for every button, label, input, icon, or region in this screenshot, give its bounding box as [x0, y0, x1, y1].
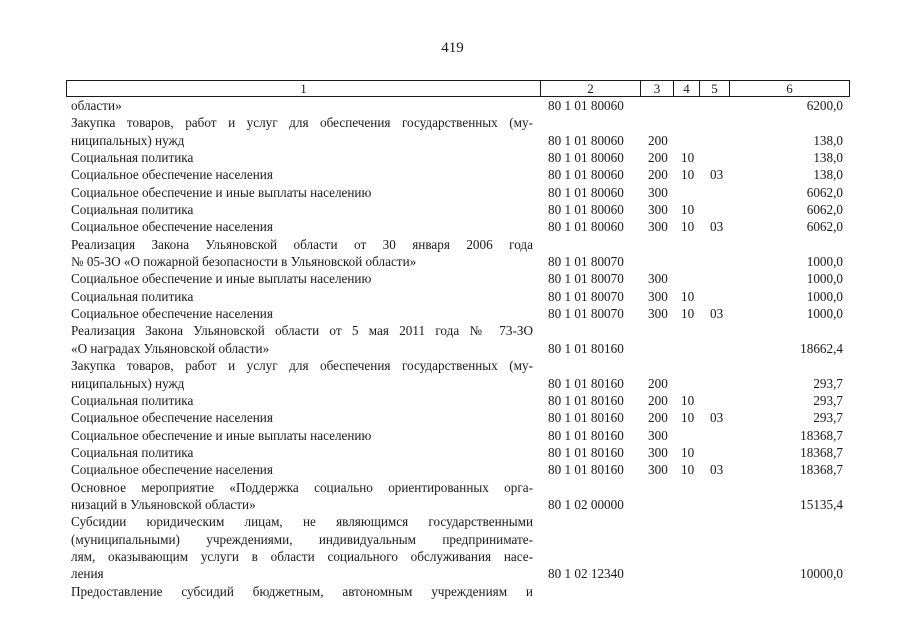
table-row: [0, 479, 905, 496]
row-name: Социальная политика: [71, 150, 194, 166]
row-col3: 200: [648, 132, 668, 148]
table-row: [0, 513, 905, 530]
row-value: 18368,7: [800, 427, 843, 443]
row-code: 80 1 01 80070: [548, 288, 624, 304]
row-code: 80 1 01 80160: [548, 427, 624, 443]
row-name: ниципальных) нужд: [71, 375, 185, 391]
table-row: [0, 409, 905, 426]
row-code: 80 1 01 80070: [548, 254, 624, 270]
row-name: лям, оказывающим услуги в области социального обслуживания насе-: [71, 548, 533, 564]
row-name: низаций в Ульяновской области»: [71, 496, 256, 512]
row-col3: 300: [648, 288, 668, 304]
row-name: ления: [71, 566, 104, 582]
row-col3: 300: [648, 271, 668, 287]
column-header-3: 3: [640, 81, 673, 96]
row-value: 15135,4: [800, 496, 843, 512]
row-code: 80 1 01 80060: [548, 132, 624, 148]
row-code: 80 1 01 80160: [548, 392, 624, 408]
row-name: Социальное обеспечение населения: [71, 167, 273, 183]
row-col3: 200: [648, 150, 668, 166]
row-col4: 10: [681, 219, 695, 235]
row-value: 18368,7: [800, 444, 843, 460]
row-col5: 03: [710, 219, 724, 235]
row-value: 18662,4: [800, 340, 843, 356]
row-col3: 300: [648, 306, 668, 322]
row-col3: 200: [648, 392, 668, 408]
row-col3: 300: [648, 427, 668, 443]
row-name: Социальное обеспечение населения: [71, 306, 273, 322]
table-row: [0, 565, 905, 582]
row-name: Закупка товаров, работ и услуг для обеспечения государственных (му-: [71, 115, 533, 131]
row-col3: 200: [648, 410, 668, 426]
row-value: 293,7: [813, 375, 843, 391]
table-row: [0, 583, 905, 600]
table-row: [0, 97, 905, 114]
row-col4: 10: [681, 444, 695, 460]
row-name: ниципальных) нужд: [71, 132, 185, 148]
row-name: Предоставление субсидий бюджетным, автономным учреждениям и: [71, 583, 533, 599]
row-col4: 10: [681, 462, 695, 478]
row-code: 80 1 01 80070: [548, 271, 624, 287]
row-name: Реализация Закона Ульяновской области от 30 января 2006 года: [71, 236, 533, 252]
row-col3: 200: [648, 167, 668, 183]
row-code: 80 1 01 80060: [548, 167, 624, 183]
table-row: [0, 236, 905, 253]
row-name: Реализация Закона Ульяновской области от 5 мая 2011 года № 73-ЗО: [71, 323, 533, 339]
table-row: [0, 149, 905, 166]
table-row: [0, 548, 905, 565]
table-row: [0, 288, 905, 305]
row-name: Социальное обеспечение населения: [71, 410, 273, 426]
table-row: [0, 114, 905, 131]
table-row: [0, 531, 905, 548]
row-value: 6200,0: [806, 98, 843, 113]
row-code: 80 1 02 00000: [548, 496, 624, 512]
row-value: 1000,0: [806, 306, 843, 322]
row-col3: 300: [648, 184, 668, 200]
row-name: Закупка товаров, работ и услуг для обеспечения государственных (му-: [71, 358, 533, 374]
row-code: 80 1 02 12340: [548, 566, 624, 582]
table-row: [0, 253, 905, 270]
row-value: 1000,0: [806, 271, 843, 287]
table-row: [0, 375, 905, 392]
table-row: [0, 340, 905, 357]
row-code: 80 1 01 80160: [548, 462, 624, 478]
table-row: [0, 270, 905, 287]
table-body: [0, 97, 905, 600]
table-row: [0, 496, 905, 513]
row-name: Социальное обеспечение и иные выплаты населению: [71, 271, 372, 287]
row-code: 80 1 01 80160: [548, 410, 624, 426]
row-col3: 200: [648, 375, 668, 391]
row-code: 80 1 01 80060: [548, 184, 624, 200]
row-col5: 03: [710, 410, 724, 426]
row-name: № 05-ЗО «О пожарной безопасности в Ульяновской области»: [71, 254, 417, 270]
row-value: 293,7: [813, 392, 843, 408]
column-header-5: 5: [699, 81, 729, 96]
row-value: 293,7: [813, 410, 843, 426]
row-code: 80 1 01 80060: [548, 98, 624, 113]
row-col5: 03: [710, 167, 724, 183]
row-col4: 10: [681, 150, 695, 166]
row-col4: 10: [681, 202, 695, 218]
table-row: [0, 305, 905, 322]
row-name: Субсидии юридическим лицам, не являющимся государственными: [71, 514, 533, 530]
column-header-6: 6: [729, 81, 849, 96]
column-header-1: 1: [300, 81, 307, 96]
table-row: [0, 218, 905, 235]
row-name: Социальная политика: [71, 202, 194, 218]
row-value: 1000,0: [806, 254, 843, 270]
table-row: [0, 392, 905, 409]
row-name: Социальное обеспечение и иные выплаты населению: [71, 427, 372, 443]
row-name: Социальное обеспечение и иные выплаты населению: [71, 184, 372, 200]
row-col4: 10: [681, 288, 695, 304]
column-header-4: 4: [673, 81, 699, 96]
table-row: [0, 184, 905, 201]
row-col3: 300: [648, 462, 668, 478]
row-value: 6062,0: [806, 202, 843, 218]
row-name: (муниципальными) учреждениями, индивидуальным предпринимате-: [71, 531, 533, 547]
table-row: [0, 322, 905, 339]
row-value: 6062,0: [806, 184, 843, 200]
row-name: Основное мероприятие «Поддержка социально ориентированных орга-: [71, 479, 533, 495]
column-header-2: 2: [540, 81, 640, 96]
row-col4: 10: [681, 410, 695, 426]
row-name: Социальная политика: [71, 288, 194, 304]
page-number: 419: [441, 40, 464, 56]
row-code: 80 1 01 80060: [548, 150, 624, 166]
row-code: 80 1 01 80060: [548, 202, 624, 218]
row-col4: 10: [681, 167, 695, 183]
table-row: [0, 166, 905, 183]
row-col4: 10: [681, 392, 695, 408]
row-value: 138,0: [813, 150, 843, 166]
table-row: [0, 461, 905, 478]
table-row: [0, 427, 905, 444]
row-code: 80 1 01 80160: [548, 340, 624, 356]
row-col3: 300: [648, 444, 668, 460]
row-value: 138,0: [813, 167, 843, 183]
row-col3: 300: [648, 202, 668, 218]
row-name: Социальное обеспечение населения: [71, 219, 273, 235]
row-name: области»: [71, 98, 122, 113]
row-name: Социальное обеспечение населения: [71, 462, 273, 478]
row-code: 80 1 01 80070: [548, 306, 624, 322]
row-code: 80 1 01 80160: [548, 375, 624, 391]
row-value: 18368,7: [800, 462, 843, 478]
row-value: 6062,0: [806, 219, 843, 235]
row-name: Социальная политика: [71, 392, 194, 408]
row-code: 80 1 01 80060: [548, 219, 624, 235]
row-name: Социальная политика: [71, 444, 194, 460]
row-value: 1000,0: [806, 288, 843, 304]
row-value: 138,0: [813, 132, 843, 148]
table-row: [0, 444, 905, 461]
row-col4: 10: [681, 306, 695, 322]
row-code: 80 1 01 80160: [548, 444, 624, 460]
row-value: 10000,0: [800, 566, 843, 582]
row-col5: 03: [710, 306, 724, 322]
table-row: [0, 201, 905, 218]
table-header: [66, 80, 850, 97]
row-col3: 300: [648, 219, 668, 235]
table-row: [0, 132, 905, 149]
row-col5: 03: [710, 462, 724, 478]
table-row: [0, 357, 905, 374]
row-name: «О наградах Ульяновской области»: [71, 340, 270, 356]
